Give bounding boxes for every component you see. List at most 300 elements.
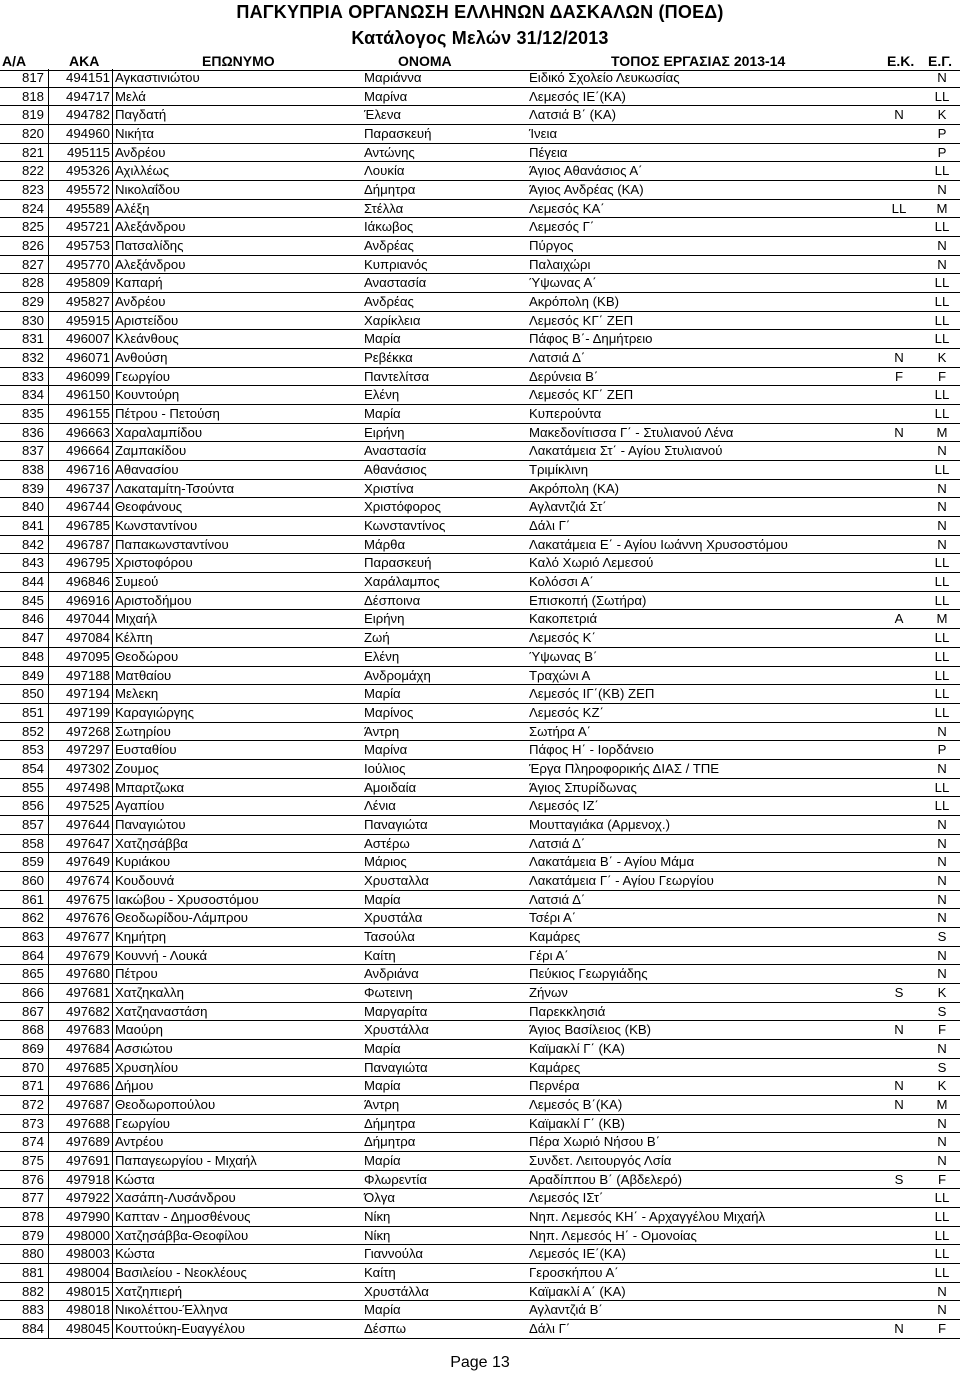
- row-aka: 495753: [65, 238, 110, 254]
- row-surname: Παναγιώτου: [115, 816, 186, 832]
- row-eg: LL: [934, 798, 950, 814]
- row-eg: N: [937, 1152, 947, 1168]
- row-name: Μαργαρίτα: [364, 1003, 428, 1019]
- row-aka: 498018: [65, 1302, 110, 1318]
- row-eg: M: [936, 200, 948, 216]
- row-eg: LL: [934, 555, 950, 571]
- row-aka: 495589: [65, 200, 110, 216]
- table-row: [0, 723, 960, 742]
- row-aka: 497688: [65, 1115, 110, 1131]
- row-eg: K: [937, 1078, 947, 1094]
- table-row: [0, 741, 960, 760]
- row-number: 857: [21, 816, 44, 832]
- row-workplace: Άγιος Σπυρίδωνας: [529, 779, 637, 795]
- row-workplace: Άγιος Βασίλειος (ΚΒ): [529, 1022, 652, 1038]
- row-number: 855: [21, 779, 44, 795]
- row-aka: 497684: [65, 1040, 110, 1056]
- row-name: Ιούλιος: [364, 760, 406, 776]
- row-surname: Κουννή - Λουκά: [115, 947, 208, 963]
- row-workplace: Δάλι Γ΄: [529, 1321, 571, 1337]
- column-header-aa: Α/Α: [2, 53, 27, 69]
- row-surname: Κλεάνθους: [115, 331, 179, 347]
- row-aka: 497199: [65, 704, 110, 720]
- row-eg: S: [937, 1059, 947, 1075]
- row-name: Γιαννούλα: [364, 1246, 424, 1262]
- row-eg: LL: [934, 387, 950, 403]
- row-workplace: Ακρόπολη (ΚΒ): [529, 294, 620, 310]
- row-number: 881: [21, 1265, 44, 1280]
- row-number: 836: [21, 424, 44, 440]
- row-eg: N: [937, 518, 947, 534]
- row-number: 846: [21, 611, 44, 627]
- row-number: 873: [21, 1115, 44, 1131]
- row-aka: 496787: [65, 536, 110, 552]
- row-eg: LL: [934, 574, 950, 590]
- row-aka: 495915: [65, 312, 110, 328]
- table-row: [0, 872, 960, 891]
- row-number: 822: [21, 163, 44, 179]
- row-number: 869: [21, 1040, 44, 1056]
- row-eg: F: [937, 1022, 947, 1038]
- row-name: Ελένη: [364, 648, 400, 664]
- row-name: Μαριάννα: [364, 70, 422, 85]
- row-workplace: Λεμεσός ΚΑ΄: [529, 200, 605, 216]
- row-surname: Μιχαήλ: [115, 611, 158, 627]
- row-number: 858: [21, 835, 44, 851]
- table-row: [0, 835, 960, 854]
- row-workplace: Παρεκκλησιά: [529, 1003, 606, 1019]
- row-workplace: Ζήνων: [529, 984, 568, 1000]
- row-aka: 496155: [65, 406, 110, 422]
- row-surname: Παγδατή: [115, 107, 167, 123]
- row-aka: 496071: [65, 350, 110, 366]
- row-name: Μαρία: [364, 1078, 401, 1094]
- row-name: Στέλλα: [364, 200, 404, 216]
- row-workplace: Τσέρι Α΄: [529, 910, 577, 926]
- row-eg: LL: [934, 1190, 950, 1206]
- table-row: [0, 947, 960, 966]
- row-workplace: Λεμεσός ΙΖ΄: [529, 798, 599, 814]
- row-ek: N: [894, 1321, 904, 1337]
- table-row: [0, 984, 960, 1003]
- row-number: 871: [21, 1078, 44, 1094]
- row-aka: 497268: [65, 723, 110, 739]
- table-row: [0, 1040, 960, 1059]
- row-surname: Συμεού: [115, 574, 159, 590]
- row-number: 832: [21, 350, 44, 366]
- row-workplace: Δάλι Γ΄: [529, 518, 571, 534]
- row-aka: 496737: [65, 480, 110, 496]
- row-name: Ειρήνη: [364, 611, 405, 627]
- row-eg: N: [937, 854, 947, 870]
- row-surname: Αχιλλέως: [115, 163, 170, 179]
- row-eg: N: [937, 835, 947, 851]
- row-ek: F: [894, 368, 904, 384]
- table-row: [0, 1208, 960, 1227]
- row-aka: 497990: [65, 1208, 110, 1224]
- row-number: 853: [21, 742, 44, 758]
- row-workplace: Κυπερούντα: [529, 406, 602, 422]
- table-row: [0, 1320, 960, 1339]
- row-name: Παρασκευή: [364, 555, 432, 571]
- row-workplace: Καϊμακλί Α΄ (ΚΑ): [529, 1283, 626, 1299]
- row-number: 825: [21, 219, 44, 235]
- row-name: Νίκη: [364, 1208, 391, 1224]
- table-row: [0, 69, 960, 88]
- row-surname: Αριστείδου: [115, 312, 179, 328]
- row-aka: 497188: [65, 667, 110, 683]
- row-name: Αστέρω: [364, 835, 410, 851]
- row-surname: Χατζησάββα-Θεοφίλου: [115, 1227, 249, 1243]
- row-eg: K: [937, 107, 947, 123]
- row-surname: Χατζησάββα: [115, 835, 188, 851]
- row-name: Μαρίνα: [364, 742, 408, 758]
- table-row: [0, 1096, 960, 1115]
- column-header-surname: ΕΠΩΝΥΜΟ: [202, 53, 275, 69]
- row-aka: 498004: [65, 1265, 110, 1280]
- row-eg: N: [937, 947, 947, 963]
- row-aka: 496916: [65, 592, 110, 608]
- table-row: [0, 480, 960, 499]
- row-name: Μαρία: [364, 1302, 401, 1318]
- row-aka: 497498: [65, 779, 110, 795]
- row-aka: 497686: [65, 1078, 110, 1094]
- row-workplace: Γέρι Α΄: [529, 947, 569, 963]
- row-eg: LL: [934, 592, 950, 608]
- row-name: Δήμητρα: [364, 1115, 416, 1131]
- row-workplace: Λατσιά Β΄ (ΚΑ): [529, 107, 617, 123]
- row-workplace: Νηπ. Λεμεσός Η΄ - Ομονοίας: [529, 1227, 697, 1243]
- table-row: [0, 461, 960, 480]
- row-number: 840: [21, 499, 44, 515]
- row-aka: 497918: [65, 1171, 110, 1187]
- table-row: [0, 1245, 960, 1264]
- row-name: Άντρη: [364, 723, 400, 739]
- row-number: 862: [21, 910, 44, 926]
- row-aka: 497044: [65, 611, 110, 627]
- row-number: 880: [21, 1246, 44, 1262]
- row-surname: Λακαταμίτη-Τσούντα: [115, 480, 235, 496]
- row-eg: F: [937, 368, 947, 384]
- row-surname: Μπαρτζωκα: [115, 779, 185, 795]
- row-number: 829: [21, 294, 44, 310]
- row-name: Μαρία: [364, 331, 401, 347]
- row-surname: Κωνσταντίνου: [115, 518, 198, 534]
- row-aka: 497647: [65, 835, 110, 851]
- row-workplace: Ύψωνας Α΄: [529, 275, 597, 291]
- row-workplace: Λεμεσός ΙΣτ΄: [529, 1190, 604, 1206]
- row-eg: M: [936, 424, 948, 440]
- row-name: Ανδρομάχη: [364, 667, 431, 683]
- row-eg: N: [937, 760, 947, 776]
- row-surname: Αγαπίου: [115, 798, 165, 814]
- table-row: [0, 1171, 960, 1190]
- row-name: Μαρία: [364, 686, 401, 702]
- row-workplace: Έργα Πληροφορικής ΔΙΑΣ / ΤΠΕ: [529, 760, 720, 776]
- row-ek: N: [894, 107, 904, 123]
- row-surname: Πέτρου: [115, 966, 158, 982]
- table-row: [0, 106, 960, 125]
- row-workplace: Λεμεσός Β΄(ΚΑ): [529, 1096, 623, 1112]
- column-header-ek: Ε.Κ.: [887, 53, 915, 69]
- table-row: [0, 554, 960, 573]
- row-workplace: Λεμεσός ΚΓ΄ ΖΕΠ: [529, 312, 634, 328]
- row-surname: Νικήτα: [115, 126, 155, 142]
- table-row: [0, 1115, 960, 1134]
- row-eg: N: [937, 910, 947, 926]
- table-row: [0, 779, 960, 798]
- row-name: Δήμητρα: [364, 182, 416, 198]
- row-name: Χρυστάλα: [364, 910, 423, 926]
- row-surname: Δήμου: [115, 1078, 154, 1094]
- table-row: [0, 1301, 960, 1320]
- row-workplace: Καϊμακλί Γ΄ (ΚΒ): [529, 1115, 625, 1131]
- row-surname: Κουντούρη: [115, 387, 180, 403]
- row-aka: 497644: [65, 816, 110, 832]
- table-row: [0, 162, 960, 181]
- row-surname: Νικολέττου-Έλληνα: [115, 1302, 228, 1318]
- row-name: Χρυστάλλα: [364, 1283, 429, 1299]
- table-row: [0, 1264, 960, 1283]
- row-name: Νίκη: [364, 1227, 391, 1243]
- row-workplace: Σωτήρα Α΄: [529, 723, 592, 739]
- row-aka: 494960: [65, 126, 110, 142]
- row-number: 863: [21, 928, 44, 944]
- row-number: 845: [21, 592, 44, 608]
- column-divider: [112, 69, 113, 1339]
- row-surname: Θεοδωροπούλου: [115, 1096, 216, 1112]
- row-surname: Θεοδώρου: [115, 648, 179, 664]
- row-surname: Αλέξη: [115, 200, 150, 216]
- page-number: Page 13: [450, 1354, 510, 1371]
- row-surname: Χρυσηλίου: [115, 1059, 179, 1075]
- row-aka: 498003: [65, 1246, 110, 1262]
- row-name: Ανδρέας: [364, 294, 414, 310]
- row-workplace: Λατσιά Δ΄: [529, 891, 586, 907]
- row-name: Χρυστάλλα: [364, 1022, 429, 1038]
- row-number: 828: [21, 275, 44, 291]
- row-aka: 495572: [65, 182, 110, 198]
- row-workplace: Λατσιά Δ΄: [529, 835, 586, 851]
- row-eg: N: [937, 723, 947, 739]
- row-eg: M: [936, 611, 948, 627]
- row-workplace: Κολόσσι Α΄: [529, 574, 594, 590]
- row-aka: 495721: [65, 219, 110, 235]
- row-workplace: Μουτταγιάκα (Αρμενοχ.): [529, 816, 670, 832]
- row-aka: 496099: [65, 368, 110, 384]
- column-header-aka: ΑΚΑ: [69, 53, 100, 69]
- row-workplace: Πάφος Β΄- Δημήτρειο: [529, 331, 653, 347]
- row-name: Παναγιώτα: [364, 816, 428, 832]
- row-aka: 497084: [65, 630, 110, 646]
- table-row: [0, 330, 960, 349]
- row-workplace: Περνέρα: [529, 1078, 580, 1094]
- row-name: Μαρία: [364, 891, 401, 907]
- row-surname: Αριστοδήμου: [115, 592, 192, 608]
- row-aka: 497302: [65, 760, 110, 776]
- row-name: Μάρθα: [364, 536, 406, 552]
- table-row: [0, 218, 960, 237]
- row-number: 882: [21, 1283, 44, 1299]
- row-workplace: Ίνεια: [529, 126, 558, 142]
- row-eg: N: [937, 256, 947, 272]
- table-row: [0, 909, 960, 928]
- row-name: Καίτη: [364, 947, 396, 963]
- row-number: 851: [21, 704, 44, 720]
- row-eg: F: [937, 1321, 947, 1337]
- members-table-body: [0, 69, 960, 1339]
- table-row: [0, 891, 960, 910]
- row-number: 847: [21, 630, 44, 646]
- row-eg: LL: [934, 406, 950, 422]
- row-eg: LL: [934, 648, 950, 664]
- row-workplace: Νηπ. Λεμεσός ΚΗ΄ - Αρχαγγέλου Μιχαήλ: [529, 1208, 766, 1224]
- row-number: 826: [21, 238, 44, 254]
- row-name: Αντώνης: [364, 144, 415, 160]
- row-surname: Θεοδωρίδου-Λάμπρου: [115, 910, 248, 926]
- row-name: Μαρίνα: [364, 88, 408, 104]
- row-eg: N: [937, 1302, 947, 1318]
- row-name: Φωτεινη: [364, 984, 413, 1000]
- row-surname: Καπαρή: [115, 275, 163, 291]
- row-surname: Χατζηκαλλη: [115, 984, 184, 1000]
- row-workplace: Πεύκιος Γεωργιάδης: [529, 966, 648, 982]
- row-aka: 497683: [65, 1022, 110, 1038]
- table-row: [0, 685, 960, 704]
- row-surname: Θεοφάνους: [115, 499, 183, 515]
- table-row: [0, 573, 960, 592]
- row-surname: Χαραλαμπίδου: [115, 424, 203, 440]
- row-number: 879: [21, 1227, 44, 1243]
- row-workplace: Λεμεσός ΙΓ΄(ΚΒ) ΖΕΠ: [529, 686, 655, 702]
- row-surname: Μαούρη: [115, 1022, 163, 1038]
- row-name: Παναγιώτα: [364, 1059, 428, 1075]
- row-surname: Ανδρέου: [115, 144, 166, 160]
- row-workplace: Λακατάμεια Ε΄ - Αγίου Ιωάννη Χρυσοστόμου: [529, 536, 788, 552]
- row-number: 819: [21, 107, 44, 123]
- row-number: 834: [21, 387, 44, 403]
- row-eg: LL: [934, 88, 950, 104]
- table-row: [0, 517, 960, 536]
- table-row: [0, 592, 960, 611]
- row-surname: Πέτρου - Πετούση: [115, 406, 220, 422]
- table-row: [0, 797, 960, 816]
- row-surname: Αλεξάνδρου: [115, 219, 186, 235]
- row-eg: K: [937, 350, 947, 366]
- table-row: [0, 965, 960, 984]
- row-workplace: Ύψωνας Β΄: [529, 648, 598, 664]
- row-number: 854: [21, 760, 44, 776]
- row-name: Αναστασία: [364, 275, 427, 291]
- table-row: [0, 1021, 960, 1040]
- row-aka: 495809: [65, 275, 110, 291]
- row-name: Μάριος: [364, 854, 407, 870]
- row-number: 875: [21, 1152, 44, 1168]
- row-surname: Χατζηπιερή: [115, 1283, 183, 1299]
- row-workplace: Παλαιχώρι: [529, 256, 591, 272]
- column-header-workplace: ΤΟΠΟΣ ΕΡΓΑΣΙΑΣ 2013-14: [611, 53, 786, 69]
- page-subtitle: Κατάλογος Μελών 31/12/2013: [351, 28, 609, 48]
- table-row: [0, 648, 960, 667]
- row-number: 820: [21, 126, 44, 142]
- row-number: 866: [21, 984, 44, 1000]
- row-name: Άντρη: [364, 1096, 400, 1112]
- row-surname: Πατσαλίδης: [115, 238, 184, 254]
- row-aka: 497687: [65, 1096, 110, 1112]
- row-workplace: Καϊμακλί Γ΄ (ΚΑ): [529, 1040, 625, 1056]
- row-workplace: Άγιος Αθανάσιος Α΄: [529, 163, 643, 179]
- row-surname: Κουττούκη-Ευαγγέλου: [115, 1321, 245, 1337]
- row-name: Μαρίνος: [364, 704, 414, 720]
- row-surname: Ανθούση: [115, 350, 168, 366]
- row-eg: P: [937, 144, 947, 160]
- row-workplace: Κακοπετριά: [529, 611, 598, 627]
- table-row: [0, 1189, 960, 1208]
- row-workplace: Μακεδονίτισσα Γ΄ - Στυλιανού Λένα: [529, 424, 734, 440]
- row-name: Ανδριάνα: [364, 966, 419, 982]
- table-row: [0, 442, 960, 461]
- row-eg: LL: [934, 704, 950, 720]
- row-surname: Βασιλείου - Νεοκλέους: [115, 1265, 247, 1280]
- row-eg: N: [937, 499, 947, 515]
- row-eg: N: [937, 1283, 947, 1299]
- row-aka: 497297: [65, 742, 110, 758]
- row-number: 824: [21, 200, 44, 216]
- row-workplace: Καλό Χωριό Λεμεσού: [529, 555, 654, 571]
- row-eg: N: [937, 1040, 947, 1056]
- row-surname: Μελά: [115, 88, 146, 104]
- row-name: Χαρίκλεια: [364, 312, 421, 328]
- row-surname: Αθανασίου: [115, 462, 179, 478]
- row-number: 865: [21, 966, 44, 982]
- row-workplace: Πάφος Η΄ - Ιορδάνειο: [529, 742, 654, 758]
- row-surname: Κώστα: [115, 1246, 155, 1262]
- row-workplace: Συνδετ. Λειτουργός Λσία: [529, 1152, 672, 1168]
- row-workplace: Λατσιά Δ΄: [529, 350, 586, 366]
- row-name: Αμοιδαία: [364, 779, 417, 795]
- row-number: 839: [21, 480, 44, 496]
- row-workplace: Λεμεσός Γ΄: [529, 219, 595, 235]
- row-aka: 498045: [65, 1321, 110, 1337]
- row-surname: Καραγιώργης: [115, 704, 194, 720]
- table-row: [0, 256, 960, 275]
- row-eg: P: [937, 126, 947, 142]
- row-workplace: Αραδίππου Β΄ (Αβδελερό): [529, 1171, 682, 1187]
- row-surname: Αγκαστινιώτου: [115, 70, 200, 85]
- row-surname: Καπταν - Δημοσθένους: [115, 1208, 251, 1224]
- row-number: 844: [21, 574, 44, 590]
- row-name: Τασούλα: [364, 928, 415, 944]
- row-number: 843: [21, 555, 44, 571]
- row-name: Ανδρέας: [364, 238, 414, 254]
- row-ek: N: [894, 424, 904, 440]
- row-number: 835: [21, 406, 44, 422]
- row-ek: S: [894, 1171, 904, 1187]
- row-number: 849: [21, 667, 44, 683]
- column-header-name: ΟΝΟΜΑ: [398, 53, 452, 69]
- table-row: [0, 312, 960, 331]
- row-name: Χαράλαμπος: [364, 574, 440, 590]
- table-row: [0, 144, 960, 163]
- row-surname: Χατζηαναστάση: [115, 1003, 208, 1019]
- row-aka: 495326: [65, 163, 110, 179]
- row-aka: 496785: [65, 518, 110, 534]
- row-aka: 496795: [65, 555, 110, 571]
- row-name: Χριστίνα: [364, 480, 414, 496]
- row-aka: 497677: [65, 928, 110, 944]
- row-number: 831: [21, 331, 44, 347]
- row-eg: N: [937, 816, 947, 832]
